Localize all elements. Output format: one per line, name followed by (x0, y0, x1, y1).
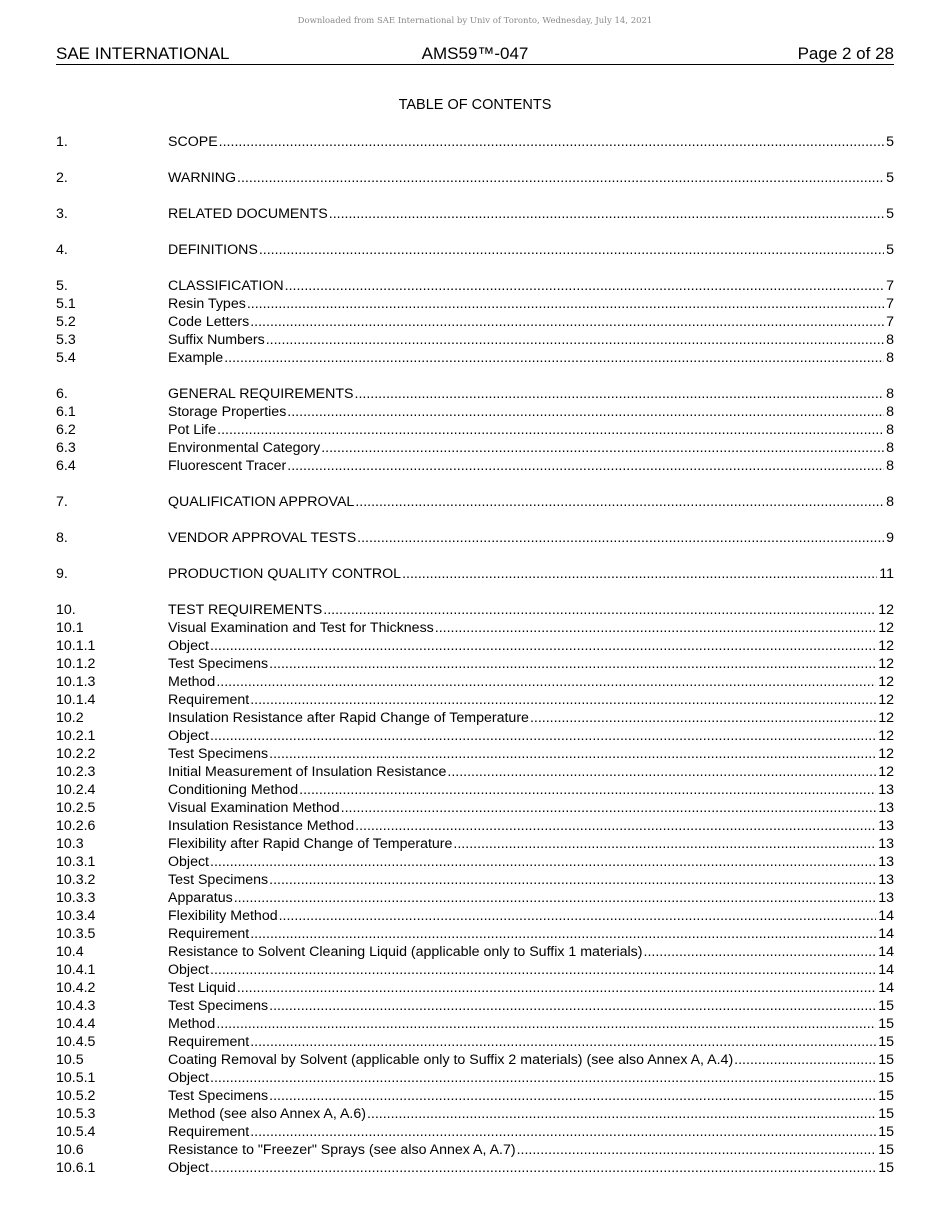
toc-entry-number: 8. (56, 530, 68, 546)
toc-entry-title[interactable]: Coating Removal by Solvent (applicable only to Suffix 2 materials) (see also Annex A, A.4) (168, 1052, 734, 1068)
toc-entry-page: 13 (878, 854, 894, 870)
toc-entry-page: 13 (878, 890, 894, 906)
toc-entry[interactable] (56, 1015, 894, 1033)
toc-dot-leader (340, 799, 877, 817)
toc-entry[interactable] (56, 889, 894, 907)
toc-entry[interactable] (56, 763, 894, 781)
toc-entry[interactable] (56, 997, 894, 1015)
toc-dot-leader (320, 439, 884, 457)
toc-entry[interactable] (56, 529, 894, 547)
toc-entry-page: 12 (878, 746, 894, 762)
toc-dot-leader (733, 1051, 876, 1069)
toc-entry-title[interactable]: Conditioning Method (168, 782, 299, 798)
toc-entry-page: 5 (886, 170, 894, 186)
toc-entry-number: 10.3 (56, 836, 84, 852)
toc-entry-page: 13 (878, 836, 894, 852)
toc-entry[interactable] (56, 943, 894, 961)
toc-entry-title[interactable]: QUALIFICATION APPROVAL (168, 494, 355, 510)
toc-entry[interactable] (56, 277, 894, 295)
toc-entry-title[interactable]: Visual Examination and Test for Thickness (168, 620, 434, 636)
toc-entry[interactable] (56, 781, 894, 799)
toc-entry-number: 10.4.2 (56, 980, 96, 996)
toc-entry[interactable] (56, 835, 894, 853)
toc-entry-page: 15 (878, 1142, 894, 1158)
toc-dot-leader (354, 817, 876, 835)
toc-entry[interactable] (56, 853, 894, 871)
toc-entry[interactable] (56, 439, 894, 457)
toc-entry-page: 12 (878, 656, 894, 672)
toc-entry-number: 10.5.4 (56, 1124, 96, 1140)
toc-dot-leader (452, 835, 876, 853)
toc-dot-leader (209, 1069, 876, 1087)
toc-entry-page: 15 (878, 1106, 894, 1122)
toc-title: TABLE OF CONTENTS (398, 97, 552, 113)
toc-entry-title[interactable]: Test Specimens (168, 872, 269, 888)
toc-entry-title[interactable]: Test Specimens (168, 1088, 269, 1104)
toc-entry-title[interactable]: TEST REQUIREMENTS (168, 602, 323, 618)
toc-entry[interactable] (56, 871, 894, 889)
toc-entry[interactable] (56, 673, 894, 691)
toc-entry-title[interactable]: Requirement (168, 692, 250, 708)
toc-entry-title[interactable]: Method (see also Annex A, A.6) (168, 1106, 366, 1122)
toc-entry-page: 12 (878, 710, 894, 726)
toc-entry-title[interactable]: Suffix Numbers (168, 332, 265, 348)
toc-entry[interactable] (56, 385, 894, 403)
toc-entry-title[interactable]: Insulation Resistance Method (168, 818, 355, 834)
toc-entry-number: 10.1.4 (56, 692, 96, 708)
toc-entry-title[interactable]: Test Specimens (168, 746, 269, 762)
toc-entry-number: 10.1 (56, 620, 84, 636)
toc-entry-title[interactable]: Test Specimens (168, 656, 269, 672)
toc-entry[interactable] (56, 133, 894, 151)
toc-entry-title[interactable]: CLASSIFICATION (168, 278, 284, 294)
toc-dot-leader (328, 205, 884, 223)
toc-entry[interactable] (56, 979, 894, 997)
toc-entry[interactable] (56, 493, 894, 511)
toc-dot-leader (356, 529, 884, 547)
toc-entry-title[interactable]: SCOPE (168, 134, 218, 150)
toc-entry-title[interactable]: PRODUCTION QUALITY CONTROL (168, 566, 402, 582)
toc-entry-page: 7 (886, 314, 894, 330)
toc-entry-number: 10.4.4 (56, 1016, 96, 1032)
toc-entry-number: 10.4.3 (56, 998, 96, 1014)
toc-dot-leader (236, 979, 876, 997)
toc-entry-number: 10.4.5 (56, 1034, 96, 1050)
toc-entry-title[interactable]: Pot Life (168, 422, 217, 438)
toc-entry[interactable] (56, 1087, 894, 1105)
toc-dot-leader (249, 1123, 876, 1141)
toc-entry-title[interactable]: VENDOR APPROVAL TESTS (168, 530, 357, 546)
toc-entry-number: 1. (56, 134, 68, 150)
toc-dot-leader (209, 961, 876, 979)
toc-entry-title[interactable]: Code Letters (168, 314, 250, 330)
toc-entry-page: 8 (886, 350, 894, 366)
toc-entry-number: 10.6 (56, 1142, 84, 1158)
toc-entry-number: 6.2 (56, 422, 76, 438)
toc-entry-number: 5.2 (56, 314, 76, 330)
toc-entry-page: 14 (878, 980, 894, 996)
toc-entry-number: 5.3 (56, 332, 76, 348)
toc-entry-number: 10.4.1 (56, 962, 96, 978)
toc-entry-title[interactable]: Object (168, 962, 210, 978)
toc-entry-title[interactable]: Insulation Resistance after Rapid Change of Temperature (168, 710, 529, 726)
toc-entry[interactable] (56, 1069, 894, 1087)
toc-entry-title[interactable]: Visual Examination Method (168, 800, 340, 816)
toc-entry[interactable] (56, 637, 894, 655)
toc-entry-page: 13 (878, 872, 894, 888)
toc-entry-title[interactable]: Resistance to Solvent Cleaning Liquid (applicable only to Suffix 1 materials) (168, 944, 643, 960)
toc-entry-page: 8 (886, 386, 894, 402)
toc-entry-title[interactable]: DEFINITIONS (168, 242, 258, 258)
toc-entry-title[interactable]: Initial Measurement of Insulation Resistance (168, 764, 447, 780)
toc-entry-title[interactable]: Requirement (168, 926, 250, 942)
toc-entry-page: 12 (878, 728, 894, 744)
toc-dot-leader (249, 691, 876, 709)
toc-entry[interactable] (56, 709, 894, 727)
toc-dot-leader (278, 907, 877, 925)
toc-dot-leader (446, 763, 876, 781)
toc-entry-page: 12 (878, 602, 894, 618)
toc-dot-leader (529, 709, 876, 727)
toc-entry-number: 6.4 (56, 458, 76, 474)
toc-dot-leader (401, 565, 877, 583)
toc-entry-number: 10.5 (56, 1052, 84, 1068)
toc-entry-number: 10.6.1 (56, 1160, 96, 1176)
toc-entry-page: 13 (878, 782, 894, 798)
toc-entry-page: 7 (886, 278, 894, 294)
toc-dot-leader (209, 637, 876, 655)
toc-entry-title[interactable]: Example (168, 350, 224, 366)
toc-entry-page: 5 (886, 206, 894, 222)
toc-entry-title[interactable]: Object (168, 1070, 210, 1086)
toc-entry[interactable] (56, 655, 894, 673)
toc-entry-number: 10.4 (56, 944, 84, 960)
toc-entry-number: 10.3.1 (56, 854, 96, 870)
toc-entry-page: 9 (886, 530, 894, 546)
toc-dot-leader (218, 133, 884, 151)
toc-dot-leader (434, 619, 876, 637)
toc-entry[interactable] (56, 241, 894, 259)
toc-entry-title[interactable]: Test Liquid (168, 980, 236, 996)
toc-entry-title[interactable]: Storage Properties (168, 404, 287, 420)
toc-entry-title[interactable]: Requirement (168, 1034, 250, 1050)
toc-entry-number: 10.3.3 (56, 890, 96, 906)
toc-dot-leader (233, 889, 877, 907)
toc-entry[interactable] (56, 799, 894, 817)
toc-entry-page: 8 (886, 332, 894, 348)
toc-entry-page: 13 (878, 800, 894, 816)
toc-entry[interactable] (56, 1051, 894, 1069)
toc-entry-page: 8 (886, 494, 894, 510)
toc-entry[interactable] (56, 169, 894, 187)
toc-entry-title[interactable]: Method (168, 1016, 216, 1032)
toc-entry-number: 10.2.1 (56, 728, 96, 744)
toc-entry[interactable] (56, 1123, 894, 1141)
toc-entry[interactable] (56, 331, 894, 349)
toc-dot-leader (366, 1105, 876, 1123)
toc-entry-number: 10.2.2 (56, 746, 96, 762)
toc-entry[interactable] (56, 421, 894, 439)
toc-dot-leader (265, 331, 884, 349)
toc-dot-leader (516, 1141, 877, 1159)
toc-entry-number: 10.1.2 (56, 656, 96, 672)
toc-entry-number: 10.5.1 (56, 1070, 96, 1086)
toc-entry-number: 10.1.1 (56, 638, 96, 654)
toc-entry-page: 15 (878, 1034, 894, 1050)
toc-entry[interactable] (56, 1141, 894, 1159)
toc-entry[interactable] (56, 619, 894, 637)
toc-entry[interactable] (56, 745, 894, 763)
toc-entry-number: 6.1 (56, 404, 76, 420)
toc-entry-page: 15 (878, 1052, 894, 1068)
toc-entry[interactable] (56, 691, 894, 709)
toc-entry[interactable] (56, 457, 894, 475)
toc-dot-leader (236, 169, 884, 187)
toc-dot-leader (286, 403, 884, 421)
toc-entry-number: 10.2.5 (56, 800, 96, 816)
toc-entry-page: 12 (878, 620, 894, 636)
toc-entry-page: 15 (878, 1016, 894, 1032)
toc-entry-title[interactable]: Apparatus (168, 890, 233, 906)
toc-dot-leader (209, 727, 876, 745)
toc-entry-page: 15 (878, 998, 894, 1014)
toc-entry-number: 10.2.6 (56, 818, 96, 834)
toc-entry-number: 3. (56, 206, 68, 222)
toc-dot-leader (268, 871, 876, 889)
toc-entry-title[interactable]: Object (168, 638, 210, 654)
toc-entry-page: 14 (878, 962, 894, 978)
toc-dot-leader (268, 655, 876, 673)
toc-entry[interactable] (56, 349, 894, 367)
toc-dot-leader (268, 1087, 876, 1105)
toc-entry-title[interactable]: Object (168, 854, 210, 870)
toc-entry-page: 8 (886, 458, 894, 474)
toc-entry-page: 8 (886, 422, 894, 438)
toc-dot-leader (249, 313, 884, 331)
toc-entry-title[interactable]: Flexibility Method (168, 908, 278, 924)
header-document-id: AMS59™-047 (421, 44, 529, 63)
toc-entry-number: 10.2 (56, 710, 84, 726)
toc-entry-number: 10.2.4 (56, 782, 96, 798)
toc-entry-title[interactable]: Resin Types (168, 296, 246, 312)
toc-entry-page: 15 (878, 1070, 894, 1086)
toc-entry-title[interactable]: Object (168, 728, 210, 744)
toc-entry[interactable] (56, 565, 894, 583)
toc-entry-number: 10.3.5 (56, 926, 96, 942)
toc-entry-page: 8 (886, 440, 894, 456)
toc-dot-leader (268, 745, 876, 763)
toc-entry-number: 10.3.2 (56, 872, 96, 888)
toc-dot-leader (249, 925, 876, 943)
toc-dot-leader (209, 1159, 876, 1177)
toc-entry[interactable] (56, 961, 894, 979)
toc-entry-page: 14 (878, 908, 894, 924)
toc-entry-page: 14 (878, 926, 894, 942)
toc-entry[interactable] (56, 925, 894, 943)
toc-entry-title[interactable]: Environmental Category (168, 440, 321, 456)
toc-entry-number: 5.4 (56, 350, 76, 366)
toc-entry-page: 5 (886, 242, 894, 258)
toc-entry-number: 10.5.3 (56, 1106, 96, 1122)
table-of-contents (56, 133, 894, 1177)
toc-entry-number: 5. (56, 278, 68, 294)
toc-dot-leader (268, 997, 876, 1015)
toc-dot-leader (354, 385, 885, 403)
toc-entry-number: 10. (56, 602, 76, 618)
toc-entry[interactable] (56, 907, 894, 925)
toc-entry-title[interactable]: Flexibility after Rapid Change of Temperature (168, 836, 453, 852)
page-header (56, 43, 894, 65)
toc-entry-page: 12 (878, 638, 894, 654)
toc-entry-title[interactable]: Test Specimens (168, 998, 269, 1014)
header-organization: SAE INTERNATIONAL (56, 44, 230, 63)
toc-dot-leader (284, 277, 884, 295)
toc-entry-number: 6.3 (56, 440, 76, 456)
toc-entry-number: 4. (56, 242, 68, 258)
toc-dot-leader (643, 943, 877, 961)
toc-entry-page: 15 (878, 1124, 894, 1140)
toc-entry-page: 13 (878, 818, 894, 834)
toc-entry-title[interactable]: Object (168, 1160, 210, 1176)
toc-dot-leader (246, 295, 884, 313)
toc-entry[interactable] (56, 295, 894, 313)
toc-entry-number: 7. (56, 494, 68, 510)
toc-entry-page: 11 (879, 566, 894, 582)
toc-dot-leader (209, 853, 876, 871)
toc-entry[interactable] (56, 1159, 894, 1177)
toc-dot-leader (258, 241, 884, 259)
toc-entry-number: 10.1.3 (56, 674, 96, 690)
toc-entry-number: 10.3.4 (56, 908, 96, 924)
toc-entry[interactable] (56, 403, 894, 421)
toc-entry-title[interactable]: GENERAL REQUIREMENTS (168, 386, 354, 402)
toc-entry[interactable] (56, 1105, 894, 1123)
toc-entry-number: 10.5.2 (56, 1088, 96, 1104)
toc-entry-title[interactable]: Fluorescent Tracer (168, 458, 287, 474)
toc-entry[interactable] (56, 817, 894, 835)
toc-entry-title[interactable]: Method (168, 674, 216, 690)
download-watermark: Downloaded from SAE International by Univ of Toronto, Wednesday, July 14, 2021 (297, 16, 653, 26)
toc-entry[interactable] (56, 727, 894, 745)
toc-entry-page: 15 (878, 1088, 894, 1104)
toc-entry-page: 15 (878, 1160, 894, 1176)
toc-entry[interactable] (56, 313, 894, 331)
toc-dot-leader (216, 421, 884, 439)
toc-entry-number: 5.1 (56, 296, 76, 312)
toc-dot-leader (322, 601, 876, 619)
toc-entry[interactable] (56, 601, 894, 619)
toc-entry-title[interactable]: Requirement (168, 1124, 250, 1140)
toc-dot-leader (223, 349, 884, 367)
toc-entry-page: 8 (886, 404, 894, 420)
toc-entry-number: 2. (56, 170, 68, 186)
toc-entry[interactable] (56, 205, 894, 223)
toc-entry-page: 14 (878, 944, 894, 960)
toc-entry-title[interactable]: RELATED DOCUMENTS (168, 206, 328, 222)
toc-dot-leader (215, 1015, 876, 1033)
toc-dot-leader (249, 1033, 876, 1051)
toc-entry-page: 7 (886, 296, 894, 312)
toc-dot-leader (298, 781, 876, 799)
toc-entry-number: 9. (56, 566, 68, 582)
toc-entry-page: 12 (878, 764, 894, 780)
toc-dot-leader (215, 673, 876, 691)
toc-entry-number: 6. (56, 386, 68, 402)
header-page-number: Page 2 of 28 (797, 44, 894, 63)
toc-entry-title[interactable]: WARNING (168, 170, 237, 186)
toc-entry-page: 12 (878, 692, 894, 708)
toc-entry-number: 10.2.3 (56, 764, 96, 780)
toc-entry-page: 5 (886, 134, 894, 150)
toc-dot-leader (354, 493, 884, 511)
toc-dot-leader (286, 457, 884, 475)
toc-entry-title[interactable]: Resistance to "Freezer" Sprays (see also Annex A, A.7) (168, 1142, 516, 1158)
toc-entry-page: 12 (878, 674, 894, 690)
toc-entry[interactable] (56, 1033, 894, 1051)
